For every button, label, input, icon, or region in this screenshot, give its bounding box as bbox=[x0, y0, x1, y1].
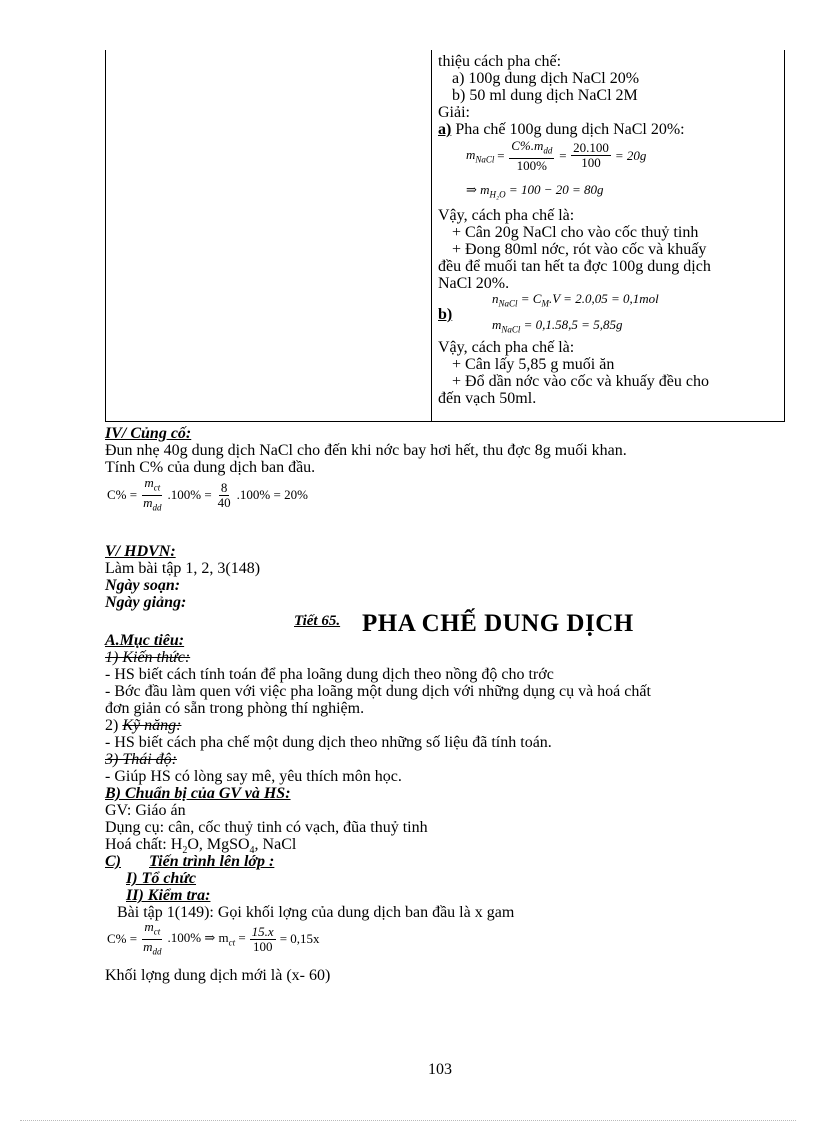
table-middle-border bbox=[431, 50, 432, 422]
bai-tap-line: Bài tập 1(149): Gọi khối lợng của dung dịch ban đầu là x gam bbox=[117, 904, 515, 921]
bai-tap-formula: C% = $\frac{m_{ct}}{m_{dd}}$ .100% ⇒ $m_{ct}$ = $\frac{15.x}{100}$ = 0,15x bbox=[107, 919, 320, 957]
page-number: 103 bbox=[428, 1061, 452, 1078]
section-iv-heading: IV/ Củng cố: bbox=[105, 425, 192, 442]
khoi-luong-line: Khối lợng dung dịch mới là (x- 60) bbox=[105, 967, 331, 984]
chuan-bi-heading: B) Chuẩn bị của GV và HS: bbox=[105, 785, 291, 802]
thai-do-heading: 3) Thái độ: bbox=[105, 751, 177, 768]
equation-n-nacl: $n_{NaCl} = C_M.V = 2.0,05 = 0,1mol$ bbox=[492, 291, 659, 309]
kiem-tra-heading: II) Kiểm tra: bbox=[126, 887, 211, 904]
thai-do-1: - Giúp HS có lòng say mê, yêu thích môn học. bbox=[105, 768, 402, 785]
equation-m-nacl: $m_{NaCl}$ = $\frac{C\%.m_{dd}}{100\%}$ = $\frac{20.100}{100}$ = 20g bbox=[466, 138, 647, 173]
chuan-bi-hoa-chat: Hoá chất: $H_2O$, MgSO$_4$, NaCl bbox=[105, 836, 297, 857]
part-a-label: a) bbox=[438, 121, 452, 138]
equation-m-h2o: ⇒ $m_{H_2O} = 100 - 20 = 80g$ bbox=[466, 182, 604, 200]
table-step-2: + Đong 80ml nớc, rót vào cốc và khuấy bbox=[452, 241, 707, 258]
table-step-2b: đều để muối tan hết ta đợc 100g dung dịch bbox=[438, 258, 711, 275]
section-iv-line-2: Tính C% của dung dịch ban đầu. bbox=[105, 459, 316, 476]
table-step-4b: đến vạch 50ml. bbox=[438, 390, 537, 407]
page-bottom-rule bbox=[20, 1120, 796, 1121]
ngay-giang: Ngày giảng: bbox=[105, 594, 187, 611]
equation-m-nacl-b: $m_{NaCl} = 0,1.58,5 = 5,85g$ bbox=[492, 317, 623, 335]
lesson-number: Tiết 65. bbox=[294, 613, 341, 629]
table-bottom-border bbox=[105, 421, 785, 422]
tien-trinh-heading: C) Tiến trình lên lớp : bbox=[105, 853, 275, 870]
table-left-border bbox=[105, 50, 106, 422]
table-line-1: thiệu cách pha chế: bbox=[438, 53, 562, 70]
muc-tieu-heading: A.Mục tiêu: bbox=[105, 632, 185, 649]
ky-nang-heading: 2) Kỹ năng: bbox=[105, 717, 182, 734]
table-step-2c: NaCl 20%. bbox=[438, 275, 510, 292]
table-step-4: + Đổ dần nớc vào cốc và khuấy đều cho bbox=[452, 373, 709, 390]
part-b-label: b) bbox=[438, 306, 453, 323]
kien-thuc-2b: đơn giản có sẵn trong phòng thí nghiệm. bbox=[105, 700, 365, 717]
table-right-border bbox=[784, 50, 785, 422]
section-iv-line-1: Đun nhẹ 40g dung dịch NaCl cho đến khi nớc bay hơi hết, thu đợc 8g muối khan. bbox=[105, 442, 627, 459]
kien-thuc-1: - HS biết cách tính toán để pha loãng dung dịch theo nồng độ cho trớc bbox=[105, 666, 554, 683]
ngay-soan: Ngày soạn: bbox=[105, 577, 181, 594]
section-v-heading: V/ HDVN: bbox=[105, 543, 176, 560]
to-chuc-heading: I) Tổ chức bbox=[126, 870, 197, 887]
table-line-4: Giải: bbox=[438, 104, 470, 121]
part-a-text: Pha chế 100g dung dịch NaCl 20%: bbox=[451, 121, 685, 138]
chuan-bi-dung-cu: Dụng cụ: cân, cốc thuỷ tinh có vạch, đũa thuỷ tinh bbox=[105, 819, 428, 836]
table-step-1: + Cân 20g NaCl cho vào cốc thuỷ tinh bbox=[452, 224, 699, 241]
ky-nang-1: - HS biết cách pha chế một dung dịch theo những số liệu đã tính toán. bbox=[105, 734, 552, 751]
table-vay-1: Vậy, cách pha chế là: bbox=[438, 207, 575, 224]
kien-thuc-heading: 1) Kiến thức: bbox=[105, 649, 191, 666]
section-iv-formula: C% = $\frac{m_{ct}}{m_{dd}}$ .100% = $\frac{8}{40}$ .100% = 20% bbox=[107, 475, 308, 513]
table-vay-2: Vậy, cách pha chế là: bbox=[438, 339, 575, 356]
part-a-heading bbox=[438, 121, 685, 138]
chuan-bi-gv: GV: Giáo án bbox=[105, 802, 186, 819]
table-line-2: a) 100g dung dịch NaCl 20% bbox=[452, 70, 640, 87]
table-step-3: + Cân lấy 5,85 g muối ăn bbox=[452, 356, 615, 373]
lesson-title: PHA CHẾ DUNG DỊCH bbox=[362, 610, 634, 637]
kien-thuc-2: - Bớc đầu làm quen với việc pha loãng một dung dịch với những dụng cụ và hoá chất bbox=[105, 683, 651, 700]
table-line-3: b) 50 ml dung dịch NaCl 2M bbox=[452, 87, 638, 104]
section-v-line-1: Làm bài tập 1, 2, 3(148) bbox=[105, 560, 261, 577]
